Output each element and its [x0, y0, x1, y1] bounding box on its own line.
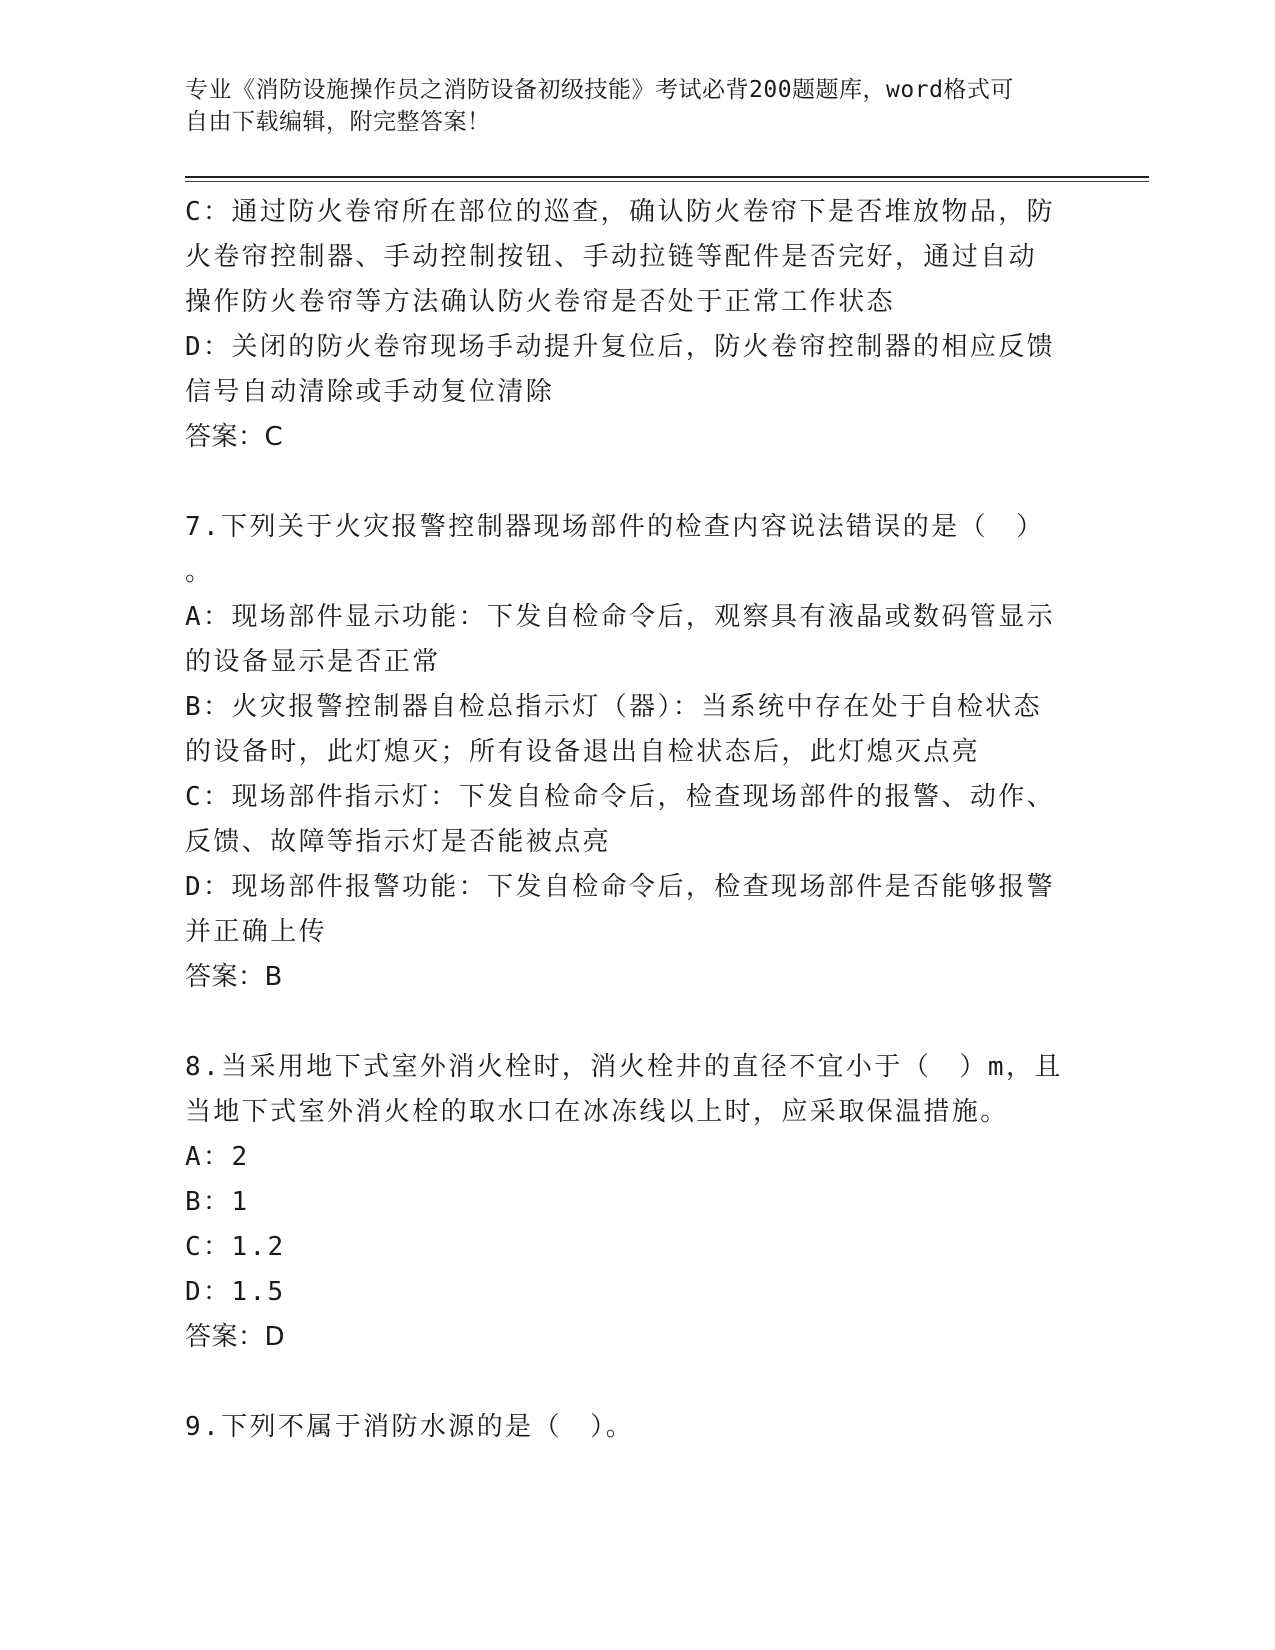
question-7-option-c: [185, 775, 1105, 865]
option-line: A：现场部件显示功能：下发自检命令后，观察具有液晶或数码管显示: [185, 602, 1056, 632]
question-9-stem: 9.下列不属于消防水源的是（ ）。: [185, 1412, 635, 1442]
option-line: 操作防火卷帘等方法确认防火卷帘是否处于正常工作状态: [185, 287, 896, 317]
document-header: [185, 74, 1065, 138]
header-divider-thick: [185, 176, 1149, 178]
spacer: [185, 460, 1105, 505]
stem-line: 当地下式室外消火栓的取水口在冰冻线以上时，应采取保温措施。: [185, 1097, 1009, 1127]
stem-line: 7.下列关于火灾报警控制器现场部件的检查内容说法错误的是（ ）: [185, 512, 1045, 542]
spacer: [185, 1000, 1105, 1045]
question-8-answer: 答案：D: [185, 1322, 286, 1352]
option-line: 反馈、故障等指示灯是否能被点亮: [185, 827, 612, 857]
option-line: C：通过防火卷帘所在部位的巡查，确认防火卷帘下是否堆放物品，防: [185, 197, 1056, 227]
question-7-option-a: [185, 595, 1105, 685]
option-line: 火卷帘控制器、手动控制按钮、手动拉链等配件是否完好，通过自动: [185, 242, 1038, 272]
option-line: 的设备时，此灯熄灭；所有设备退出自检状态后，此灯熄灭点亮: [185, 737, 981, 767]
question-7-option-b: [185, 685, 1105, 775]
question-7-stem: [185, 505, 1105, 595]
question-7-answer: 答案：B: [185, 962, 283, 992]
option-line: D：关闭的防火卷帘现场手动提升复位后，防火卷帘控制器的相应反馈: [185, 332, 1056, 362]
option-line: C：现场部件指示灯：下发自检命令后，检查现场部件的报警、动作、: [185, 782, 1056, 812]
header-title-line-2: 自由下载编辑，附完整答案！: [185, 109, 491, 135]
question-7-option-d: [185, 865, 1105, 955]
option-line: D：现场部件报警功能：下发自检命令后，检查现场部件是否能够报警: [185, 872, 1056, 902]
question-6-option-d: [185, 325, 1105, 415]
question-8-stem: [185, 1045, 1105, 1135]
question-8-option-b: B：1: [185, 1187, 250, 1217]
question-content: [185, 190, 1105, 1450]
option-line: 并正确上传: [185, 917, 328, 947]
spacer: [185, 1360, 1105, 1405]
stem-line: 8.当采用地下式室外消火栓时，消火栓井的直径不宜小于（ ）m，且: [185, 1052, 1063, 1082]
option-line: 的设备显示是否正常: [185, 647, 441, 677]
header-title-line-1: 专业《消防设施操作员之消防设备初级技能》考试必背200题题库，word格式可: [185, 77, 1014, 103]
stem-line: 。: [185, 557, 214, 587]
question-6-answer: 答案：C: [185, 422, 284, 452]
option-line: 信号自动清除或手动复位清除: [185, 377, 555, 407]
option-line: B：火灾报警控制器自检总指示灯（器）：当系统中存在处于自检状态: [185, 692, 1043, 722]
question-8-option-a: A：2: [185, 1142, 250, 1172]
question-8-option-d: D：1.5: [185, 1277, 286, 1307]
header-divider-thin: [185, 181, 1149, 182]
question-8-option-c: C：1.2: [185, 1232, 286, 1262]
question-6-option-c: [185, 190, 1105, 325]
